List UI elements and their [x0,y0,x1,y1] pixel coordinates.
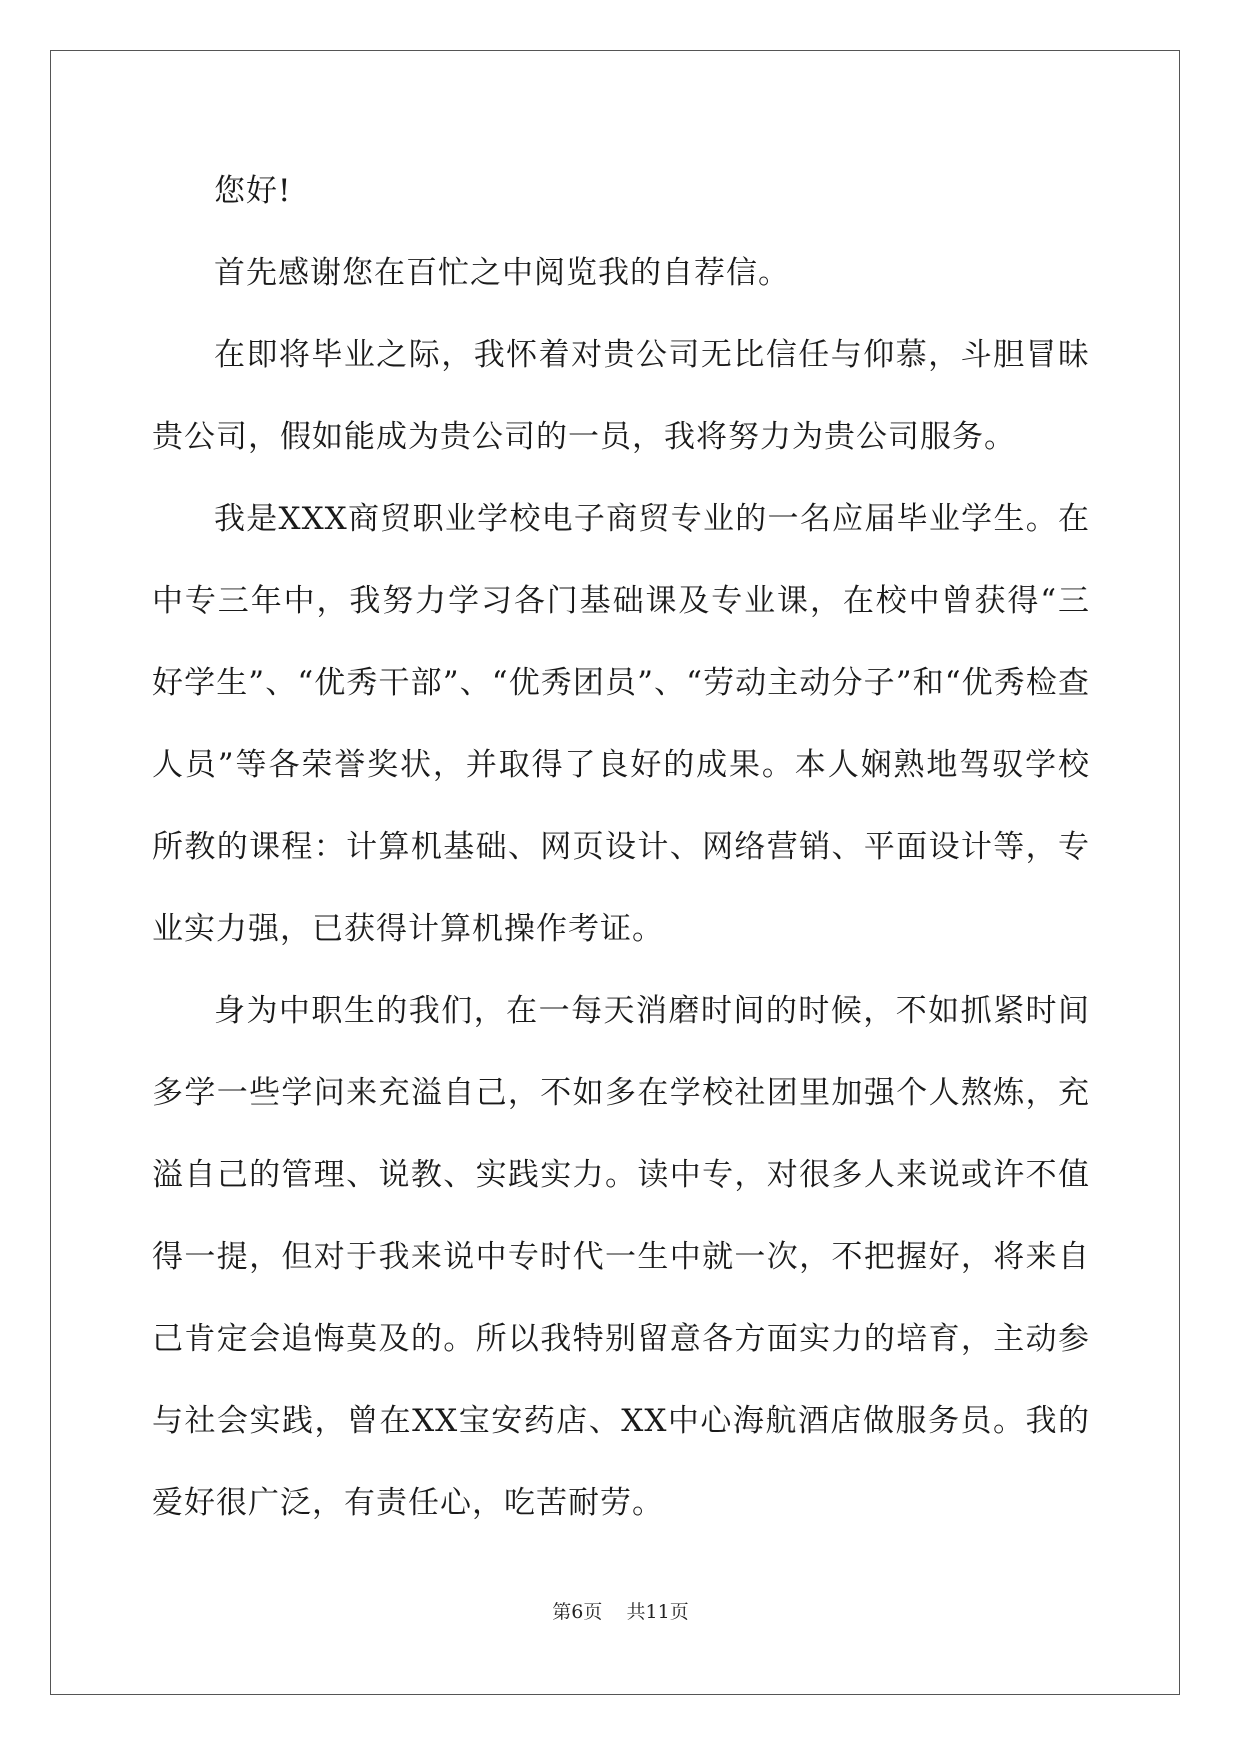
letter-body [152,150,1090,1544]
greeting: 您好! [214,173,292,209]
page-footer [0,1597,1241,1624]
paragraph: 身为中职生的我们，在一每天消磨时间的时候，不如抓紧时间多学一些学问来充溢自己，不如多在学校社团里加强个人熬炼，充溢自己的管理、说教、实践实力。读中专，对很多人来说或许不值得一提，但对于我来说中专时代一生中就一次，不把握好，将来自己肯定会追悔莫及的。所以我特别留意各方面实力的培育，主动参与社会实践，曾在XX宝安药店、XX中心海航酒店做服务员。我的爱好很广泛，有责任心，吃苦耐劳。 [152,993,1090,1521]
page-number: 第6页 [552,1601,603,1623]
paragraph: 我是XXX商贸职业学校电子商贸专业的一名应届毕业学生。在中专三年中，我努力学习各门基础课及专业课，在校中曾获得“三好学生”、“优秀干部”、“优秀团员”、“劳动主动分子”和“优秀检查人员”等各荣誉奖状，并取得了良好的成果。本人娴熟地驾驭学校所教的课程：计算机基础、网页设计、网络营销、平面设计等，专业实力强，已获得计算机操作考证。 [152,501,1090,947]
paragraph: 首先感谢您在百忙之中阅览我的自荐信。 [214,255,790,291]
paragraph: 在即将毕业之际，我怀着对贵公司无比信任与仰慕，斗胆冒昧贵公司，假如能成为贵公司的一员，我将努力为贵公司服务。 [152,337,1090,455]
page-total: 共11页 [626,1601,689,1623]
